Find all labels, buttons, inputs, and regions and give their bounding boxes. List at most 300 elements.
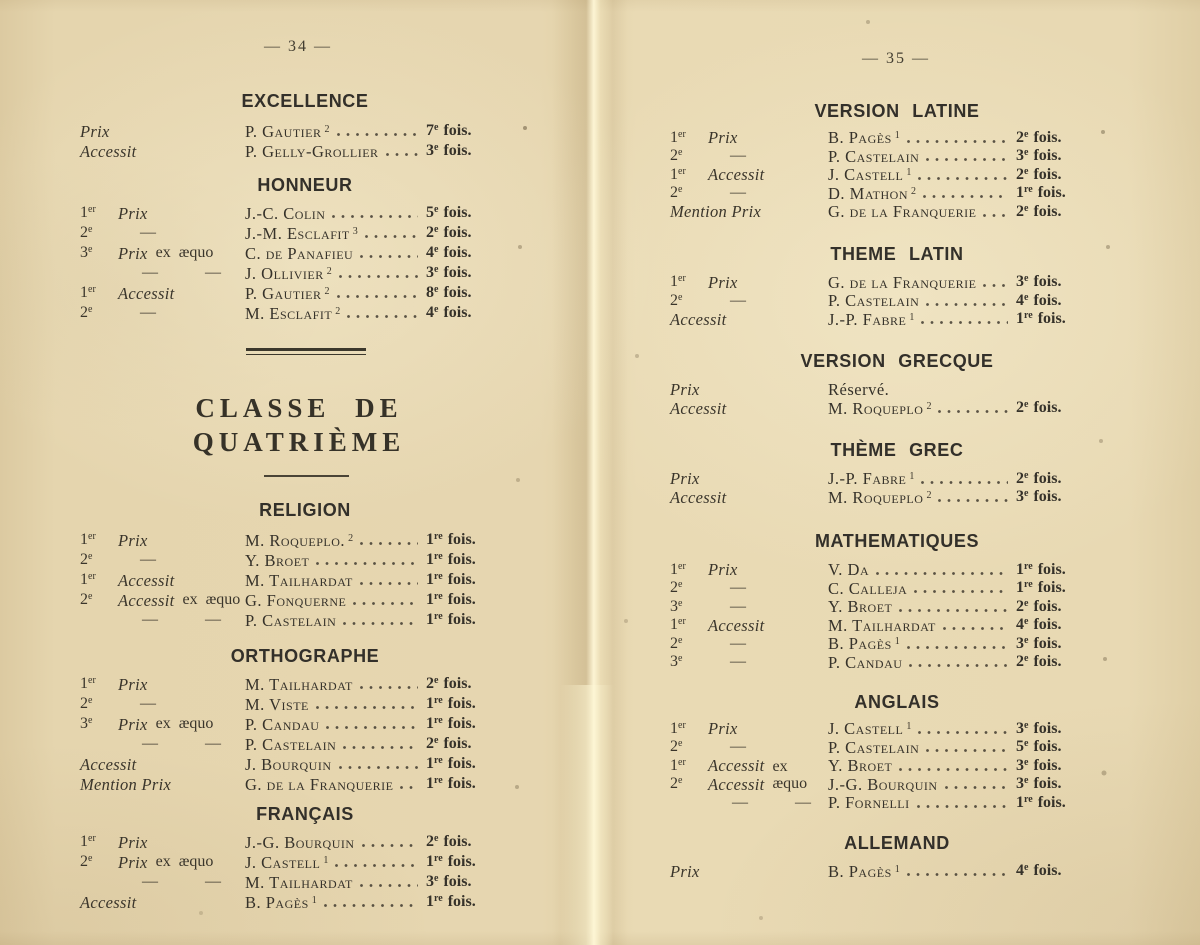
leader-dots xyxy=(907,140,1008,143)
rank-ordinal xyxy=(670,185,708,202)
leader-dots xyxy=(921,481,1008,484)
student-name: P. Candau xyxy=(828,652,903,672)
rank-ordinal-number: 1 xyxy=(80,571,88,589)
student-name: M. Tailhardat xyxy=(828,615,936,635)
divider-double-rule xyxy=(246,348,366,355)
student-name: G. de la Franquerie xyxy=(828,202,977,222)
leader-dots xyxy=(943,627,1008,630)
leader-dots xyxy=(899,609,1008,612)
times-ordinal-suffix: e xyxy=(434,122,439,134)
prize-row xyxy=(80,569,492,589)
rank-ordinal xyxy=(670,580,708,597)
times-cell xyxy=(426,894,492,911)
prize-row xyxy=(80,262,492,282)
times-word: fois. xyxy=(1033,128,1062,146)
times-ordinal-suffix: re xyxy=(434,853,443,865)
section-title: HONNEUR xyxy=(257,175,353,195)
prize-row xyxy=(80,693,492,713)
times-word: fois. xyxy=(447,715,476,733)
leader-dots xyxy=(332,215,418,218)
times-ordinal-suffix: e xyxy=(434,735,439,747)
leader-dots xyxy=(347,315,418,318)
rank-ordinal-suffix: e xyxy=(678,291,683,303)
ditto-dash: — xyxy=(732,793,748,811)
prize-row xyxy=(80,222,492,242)
times-ordinal-suffix: re xyxy=(434,571,443,583)
leader-dots xyxy=(938,499,1008,502)
times-cell xyxy=(426,572,492,589)
times-word: fois. xyxy=(443,224,472,242)
times-number: 4 xyxy=(1016,616,1024,634)
ex-aequo-suffix: ex æquo xyxy=(772,758,808,793)
section-title: VERSION LATINE xyxy=(814,101,980,121)
times-word: fois. xyxy=(443,304,472,322)
rank-ordinal-suffix: er xyxy=(88,571,96,583)
times-word: fois. xyxy=(1033,597,1062,615)
leader-dots xyxy=(983,284,1008,287)
times-ordinal-suffix: e xyxy=(434,224,439,236)
prize-section xyxy=(80,803,492,911)
times-number: 5 xyxy=(1016,738,1024,756)
award-label: Accessit xyxy=(670,487,727,507)
ditto-dash: — xyxy=(205,873,221,891)
award-label: Prix xyxy=(670,469,700,489)
prize-section xyxy=(670,691,1082,812)
times-number: 1 xyxy=(426,695,434,713)
rank-ordinal-suffix: e xyxy=(88,695,93,707)
student-name: Y. Broet xyxy=(828,597,893,617)
rank-ordinal-suffix: e xyxy=(88,244,93,256)
times-number: 3 xyxy=(1016,147,1024,165)
rank-cell xyxy=(670,617,828,634)
rank-cell xyxy=(670,654,828,671)
ditto-dash: — xyxy=(142,611,158,629)
rank-ordinal-number: 1 xyxy=(80,675,88,693)
student-name: Réservé. xyxy=(828,380,890,400)
times-word: fois. xyxy=(447,775,476,793)
rank-ordinal-number: 2 xyxy=(670,634,678,652)
times-ordinal-suffix: e xyxy=(1024,616,1029,628)
times-cell xyxy=(1016,562,1082,579)
ditto-dash: — xyxy=(730,738,746,756)
rank-ordinal xyxy=(670,599,708,616)
ditto-dash: — xyxy=(795,793,811,811)
times-word: fois. xyxy=(1033,862,1062,880)
times-word: fois. xyxy=(443,735,472,753)
rank-cell xyxy=(670,599,828,616)
award-label: Prix xyxy=(708,272,738,292)
ditto-dash: — xyxy=(140,695,156,713)
award-label: Prix xyxy=(118,832,148,852)
paper-speckles xyxy=(0,0,2,2)
leader-dots xyxy=(921,321,1008,324)
award-label: Prix xyxy=(118,674,148,694)
ditto-dash: — xyxy=(142,735,158,753)
rank-cell xyxy=(80,552,245,569)
times-cell xyxy=(1016,185,1082,202)
student-name: M. Roqueplo. xyxy=(245,530,346,550)
times-number: 3 xyxy=(1016,719,1024,737)
prize-row xyxy=(670,653,1082,672)
times-ordinal-suffix: re xyxy=(434,893,443,905)
leader-dots xyxy=(926,303,1008,306)
times-word: fois. xyxy=(1033,634,1062,652)
times-word: fois. xyxy=(443,675,472,693)
rank-ordinal xyxy=(670,562,708,579)
rank-cell xyxy=(80,285,245,302)
prize-section xyxy=(80,90,492,160)
rank-ordinal-number: 2 xyxy=(80,224,88,242)
times-number: 3 xyxy=(1016,775,1024,793)
times-cell xyxy=(1016,617,1082,634)
times-word: fois. xyxy=(443,244,472,262)
prize-row xyxy=(80,713,492,733)
rank-cell xyxy=(670,400,828,417)
rank-cell xyxy=(670,489,828,506)
times-word: fois. xyxy=(1033,291,1062,309)
ditto-dash: — xyxy=(140,224,156,242)
times-cell xyxy=(426,736,492,753)
rank-ordinal-suffix: e xyxy=(678,775,683,787)
times-word: fois. xyxy=(1033,488,1062,506)
rank-cell xyxy=(80,834,245,851)
times-number: 1 xyxy=(1016,184,1024,202)
student-name: Y. Broet xyxy=(828,756,893,776)
times-ordinal-suffix: e xyxy=(1024,597,1029,609)
leader-dots xyxy=(918,731,1008,734)
prize-row xyxy=(670,128,1082,147)
times-number: 4 xyxy=(426,244,434,262)
times-ordinal-suffix: e xyxy=(1024,273,1029,285)
times-word: fois. xyxy=(1033,165,1062,183)
times-number: 3 xyxy=(1016,756,1024,774)
rank-cell xyxy=(670,739,828,756)
rank-ordinal xyxy=(80,676,118,693)
times-word: fois. xyxy=(1033,469,1062,487)
rank-cell xyxy=(80,592,245,609)
rank-ordinal-number: 2 xyxy=(670,147,678,165)
student-name: M. Tailhardat xyxy=(245,570,353,590)
rank-ordinal xyxy=(80,245,118,262)
student-name: C. Calleja xyxy=(828,578,908,598)
times-cell xyxy=(1016,400,1082,417)
award-label: Mention Prix xyxy=(670,202,762,222)
times-ordinal-suffix: re xyxy=(1024,310,1033,322)
footnote-ref: 2 xyxy=(911,185,917,197)
times-ordinal-suffix: re xyxy=(1024,184,1033,196)
times-cell xyxy=(1016,776,1082,793)
times-cell xyxy=(1016,130,1082,147)
award-label: Accessit xyxy=(708,615,765,635)
student-name: P. Castelain xyxy=(245,734,337,754)
times-number: 2 xyxy=(1016,469,1024,487)
prize-row xyxy=(670,719,1082,738)
student-name: C. de Panafieu xyxy=(245,243,354,263)
rank-ordinal-suffix: er xyxy=(88,284,96,296)
prize-row xyxy=(670,862,1082,881)
rank-cell xyxy=(80,265,245,282)
student-name: G. Fonquerne xyxy=(245,590,347,610)
rank-ordinal-number: 1 xyxy=(670,756,678,774)
rank-ordinal-number: 1 xyxy=(670,165,678,183)
leader-dots xyxy=(907,646,1008,649)
page-gutter-crease xyxy=(552,0,628,945)
prize-section xyxy=(670,530,1082,671)
leader-dots xyxy=(909,664,1008,667)
rank-cell xyxy=(80,532,245,549)
rank-cell xyxy=(80,854,245,871)
ex-aequo-suffix: ex æquo xyxy=(182,591,241,609)
times-cell xyxy=(426,265,492,282)
times-ordinal-suffix: re xyxy=(434,611,443,623)
rank-ordinal-suffix: e xyxy=(88,224,93,236)
times-word: fois. xyxy=(443,122,472,140)
leader-dots xyxy=(337,133,418,136)
student-name: B. Pagès xyxy=(828,634,892,654)
leader-dots xyxy=(360,255,418,258)
rank-cell xyxy=(670,470,828,487)
leader-dots xyxy=(360,542,418,545)
student-name: B. Pagès xyxy=(828,128,892,148)
student-name: M. Esclafit xyxy=(245,303,333,323)
rank-cell xyxy=(670,203,828,220)
award-label: Prix xyxy=(708,128,738,148)
rank-ordinal xyxy=(80,572,118,589)
times-cell xyxy=(426,143,492,160)
times-cell xyxy=(1016,293,1082,310)
times-word: fois. xyxy=(447,893,476,911)
rank-ordinal xyxy=(670,293,708,310)
award-label: Prix xyxy=(118,530,148,550)
award-label: Accessit xyxy=(118,590,175,610)
rank-ordinal-suffix: er xyxy=(678,756,686,768)
times-number: 4 xyxy=(1016,291,1024,309)
times-ordinal-suffix: e xyxy=(1024,634,1029,646)
award-label: Accessit xyxy=(708,165,765,185)
times-number: 2 xyxy=(1016,128,1024,146)
rank-cell xyxy=(80,736,245,753)
times-cell xyxy=(426,696,492,713)
prize-row xyxy=(670,579,1082,598)
leader-dots xyxy=(386,153,418,156)
times-number: 1 xyxy=(426,893,434,911)
times-word: fois. xyxy=(447,551,476,569)
rank-ordinal-suffix: er xyxy=(88,675,96,687)
rank-cell xyxy=(670,293,828,310)
times-ordinal-suffix: e xyxy=(1024,165,1029,177)
student-name: P. Gautier xyxy=(245,121,322,141)
rank-ordinal-suffix: e xyxy=(678,184,683,196)
times-cell xyxy=(1016,580,1082,597)
rank-cell xyxy=(80,696,245,713)
rank-ordinal-suffix: e xyxy=(678,738,683,750)
award-label: Prix xyxy=(708,560,738,580)
times-ordinal-suffix: re xyxy=(434,755,443,767)
student-name: P. Castelain xyxy=(828,146,920,166)
page-number: — 35 — xyxy=(862,50,930,67)
prize-row xyxy=(80,891,492,911)
prize-section xyxy=(670,243,1082,329)
leader-dots xyxy=(914,590,1008,593)
leader-dots xyxy=(339,275,418,278)
rank-ordinal-suffix: e xyxy=(88,304,93,316)
times-number: 2 xyxy=(426,735,434,753)
prize-row xyxy=(80,120,492,140)
times-number: 2 xyxy=(1016,597,1024,615)
footnote-ref: 1 xyxy=(323,854,329,866)
rank-cell xyxy=(80,676,245,693)
times-ordinal-suffix: e xyxy=(1024,291,1029,303)
class-heading: CLASSE DE QUATRIÈME xyxy=(192,393,406,457)
rank-ordinal-suffix: er xyxy=(678,560,686,572)
rank-ordinal xyxy=(80,696,118,713)
ex-aequo-suffix: ex æquo xyxy=(155,715,214,733)
prize-row xyxy=(670,310,1082,329)
ditto-dash: — xyxy=(730,184,746,202)
times-cell xyxy=(426,676,492,693)
student-name: P. Castelain xyxy=(828,737,920,757)
rank-ordinal-suffix: e xyxy=(678,579,683,591)
times-ordinal-suffix: re xyxy=(1024,793,1033,805)
times-word: fois. xyxy=(1033,399,1062,417)
rank-ordinal-number: 1 xyxy=(80,531,88,549)
award-label: Accessit xyxy=(80,892,137,912)
rank-ordinal xyxy=(670,654,708,671)
rank-ordinal-number: 2 xyxy=(80,304,88,322)
times-word: fois. xyxy=(443,142,472,160)
times-number: 1 xyxy=(1016,310,1024,328)
rank-ordinal-number: 3 xyxy=(80,244,88,262)
prize-row xyxy=(670,469,1082,488)
rank-ordinal xyxy=(670,721,708,738)
times-cell xyxy=(426,225,492,242)
prize-section xyxy=(670,100,1082,221)
prize-row xyxy=(670,597,1082,616)
award-label: Accessit xyxy=(80,754,137,774)
rank-ordinal-number: 2 xyxy=(670,775,678,793)
prize-row xyxy=(670,634,1082,653)
award-label: Accessit xyxy=(708,774,765,794)
rank-cell xyxy=(670,148,828,165)
page-left xyxy=(80,38,492,911)
times-ordinal-suffix: re xyxy=(1024,579,1033,591)
times-cell xyxy=(426,834,492,851)
ex-aequo-suffix: ex æquo xyxy=(155,853,214,871)
rank-ordinal xyxy=(670,148,708,165)
rank-ordinal-number: 1 xyxy=(80,284,88,302)
student-name: J.-G. Bourquin xyxy=(245,832,355,852)
section-title: MATHEMATIQUES xyxy=(814,531,980,551)
times-cell xyxy=(1016,471,1082,488)
rank-cell xyxy=(670,795,828,812)
prize-row xyxy=(670,184,1082,203)
prize-row xyxy=(670,165,1082,184)
rank-ordinal xyxy=(670,617,708,634)
rank-cell xyxy=(670,580,828,597)
times-ordinal-suffix: e xyxy=(434,675,439,687)
footnote-ref: 2 xyxy=(335,305,341,317)
times-number: 1 xyxy=(426,775,434,793)
times-ordinal-suffix: re xyxy=(434,591,443,603)
leader-dots xyxy=(365,235,418,238)
student-name: J.-P. Fabre xyxy=(828,309,907,329)
student-name: D. Mathon xyxy=(828,183,909,203)
award-label: Accessit xyxy=(670,398,727,418)
award-label: Accessit xyxy=(708,756,765,776)
ditto-dash: — xyxy=(730,597,746,615)
times-number: 3 xyxy=(426,264,434,282)
rank-ordinal xyxy=(80,592,118,609)
prize-row xyxy=(80,589,492,609)
times-number: 1 xyxy=(426,611,434,629)
student-name: J. Castell xyxy=(828,719,904,739)
rank-ordinal-suffix: er xyxy=(88,833,96,845)
footnote-ref: 1 xyxy=(909,311,915,323)
divider-single-rule xyxy=(264,475,349,477)
rank-ordinal-number: 3 xyxy=(670,597,678,615)
prize-row xyxy=(80,871,492,891)
rank-ordinal-number: 2 xyxy=(80,591,88,609)
footnote-ref: 1 xyxy=(894,863,900,875)
section-title: RELIGION xyxy=(259,500,351,520)
award-label: Accessit xyxy=(80,141,137,161)
times-ordinal-suffix: re xyxy=(1024,560,1033,572)
rank-ordinal-number: 2 xyxy=(670,291,678,309)
rank-cell xyxy=(80,612,245,629)
student-name: M. Roqueplo xyxy=(828,487,924,507)
times-number: 1 xyxy=(426,531,434,549)
prize-row xyxy=(80,733,492,753)
rank-ordinal xyxy=(80,532,118,549)
student-name: J.-P. Fabre xyxy=(828,469,907,489)
times-number: 8 xyxy=(426,284,434,302)
times-word: fois. xyxy=(447,853,476,871)
times-cell xyxy=(1016,274,1082,291)
times-cell xyxy=(426,123,492,140)
times-word: fois. xyxy=(1033,738,1062,756)
times-ordinal-suffix: re xyxy=(434,551,443,563)
rank-ordinal xyxy=(80,716,118,733)
prize-row xyxy=(80,773,492,793)
rank-cell xyxy=(670,561,828,578)
rank-ordinal-suffix: er xyxy=(678,273,686,285)
times-ordinal-suffix: e xyxy=(434,142,439,154)
rank-ordinal-suffix: e xyxy=(88,591,93,603)
prize-row xyxy=(670,488,1082,507)
rank-ordinal xyxy=(670,739,708,756)
student-name: M. Tailhardat xyxy=(245,674,353,694)
times-ordinal-suffix: e xyxy=(1024,775,1029,787)
ditto-dash: — xyxy=(205,611,221,629)
footnote-ref: 1 xyxy=(311,894,317,906)
times-cell xyxy=(1016,148,1082,165)
award-label: Prix xyxy=(118,243,148,263)
times-cell xyxy=(426,245,492,262)
rank-cell xyxy=(80,776,245,793)
section-title: ALLEMAND xyxy=(844,832,950,853)
rank-cell xyxy=(670,863,828,880)
leader-dots xyxy=(360,686,418,689)
student-name: P. Castelain xyxy=(245,610,337,630)
prize-row xyxy=(80,673,492,693)
prize-row xyxy=(670,273,1082,292)
rank-ordinal-number: 2 xyxy=(80,853,88,871)
student-name: P. Gelly-Grollier xyxy=(245,141,379,161)
ditto-dash: — xyxy=(205,264,221,282)
leader-dots xyxy=(353,602,418,605)
prize-row xyxy=(80,851,492,871)
section-title: FRANÇAIS xyxy=(256,804,354,824)
